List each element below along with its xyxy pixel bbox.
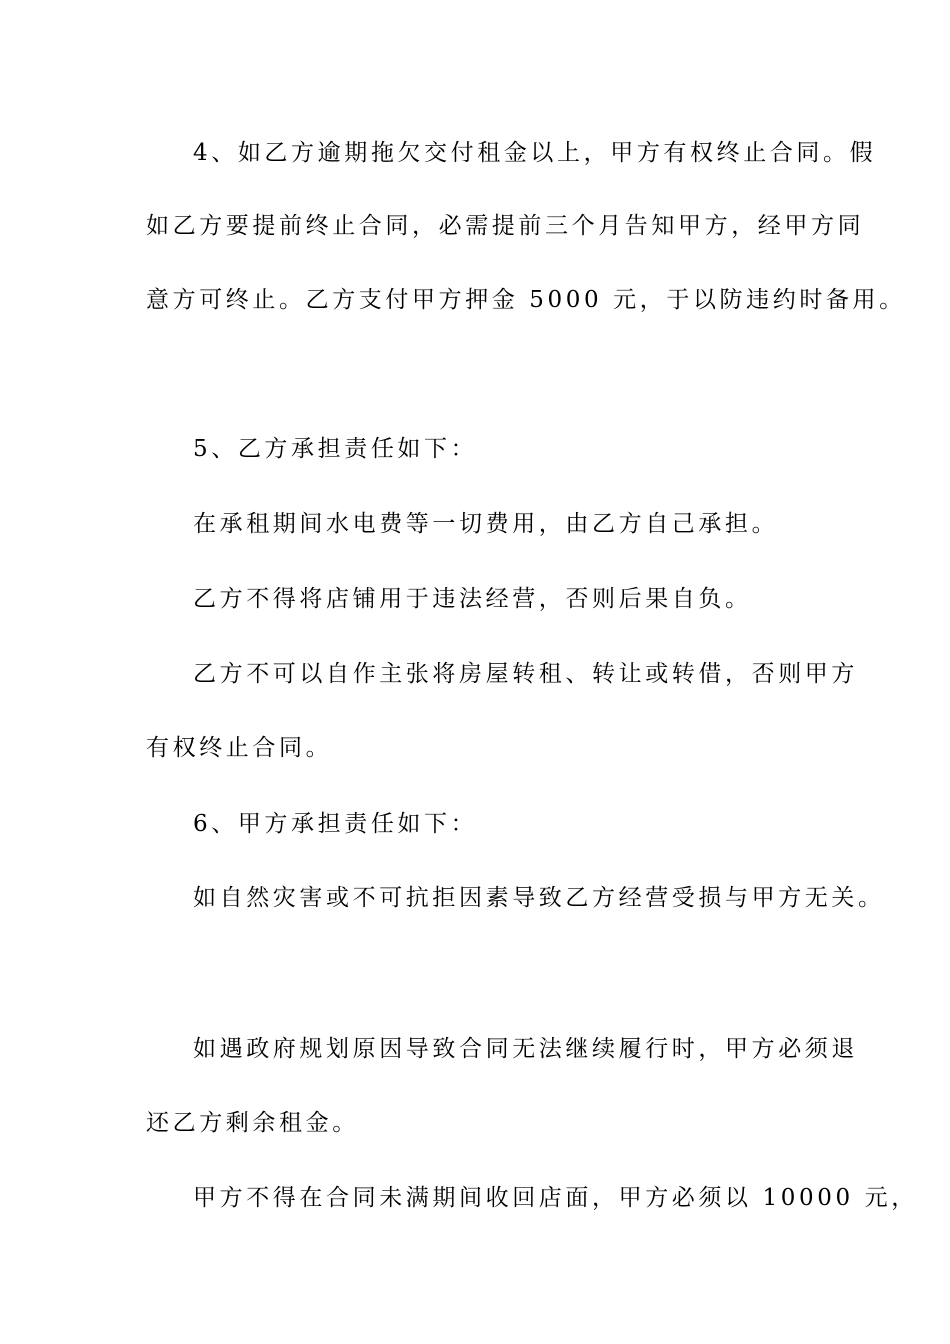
clause-4-line-3: 意方可终止。乙方支付甲方押金 5000 元，于以防违约时备用。 (146, 287, 906, 313)
clause-5-item-3-line-2: 有权终止合同。 (146, 735, 333, 761)
clause-6-item-3-line-1: 甲方不得在合同未满期间收回店面，甲方必须以 10000 元， (193, 1185, 918, 1211)
clause-5-item-3-line-1: 乙方不可以自作主张将房屋转租、转让或转借，否则甲方 (193, 661, 858, 687)
clause-6-item-2-line-1: 如遇政府规划原因导致合同无法继续履行时，甲方必须退 (193, 1036, 858, 1062)
clause-4-line-2: 如乙方要提前终止合同，必需提前三个月告知甲方，经甲方同 (146, 213, 865, 239)
clause-5-heading: 5、乙方承担责任如下： (193, 436, 478, 462)
clause-6-item-1: 如自然灾害或不可抗拒因素导致乙方经营受损与甲方无关。 (193, 885, 885, 911)
clause-5-item-1: 在承租期间水电费等一切费用，由乙方自己承担。 (193, 511, 779, 537)
clause-5-item-2: 乙方不得将店铺用于违法经营，否则后果自负。 (193, 586, 752, 612)
clause-4-line-1: 4、如乙方逾期拖欠交付租金以上，甲方有权终止合同。假 (193, 140, 877, 166)
clause-6-item-2-line-2: 还乙方剩余租金。 (146, 1110, 359, 1136)
clause-6-heading: 6、甲方承担责任如下： (193, 811, 478, 837)
